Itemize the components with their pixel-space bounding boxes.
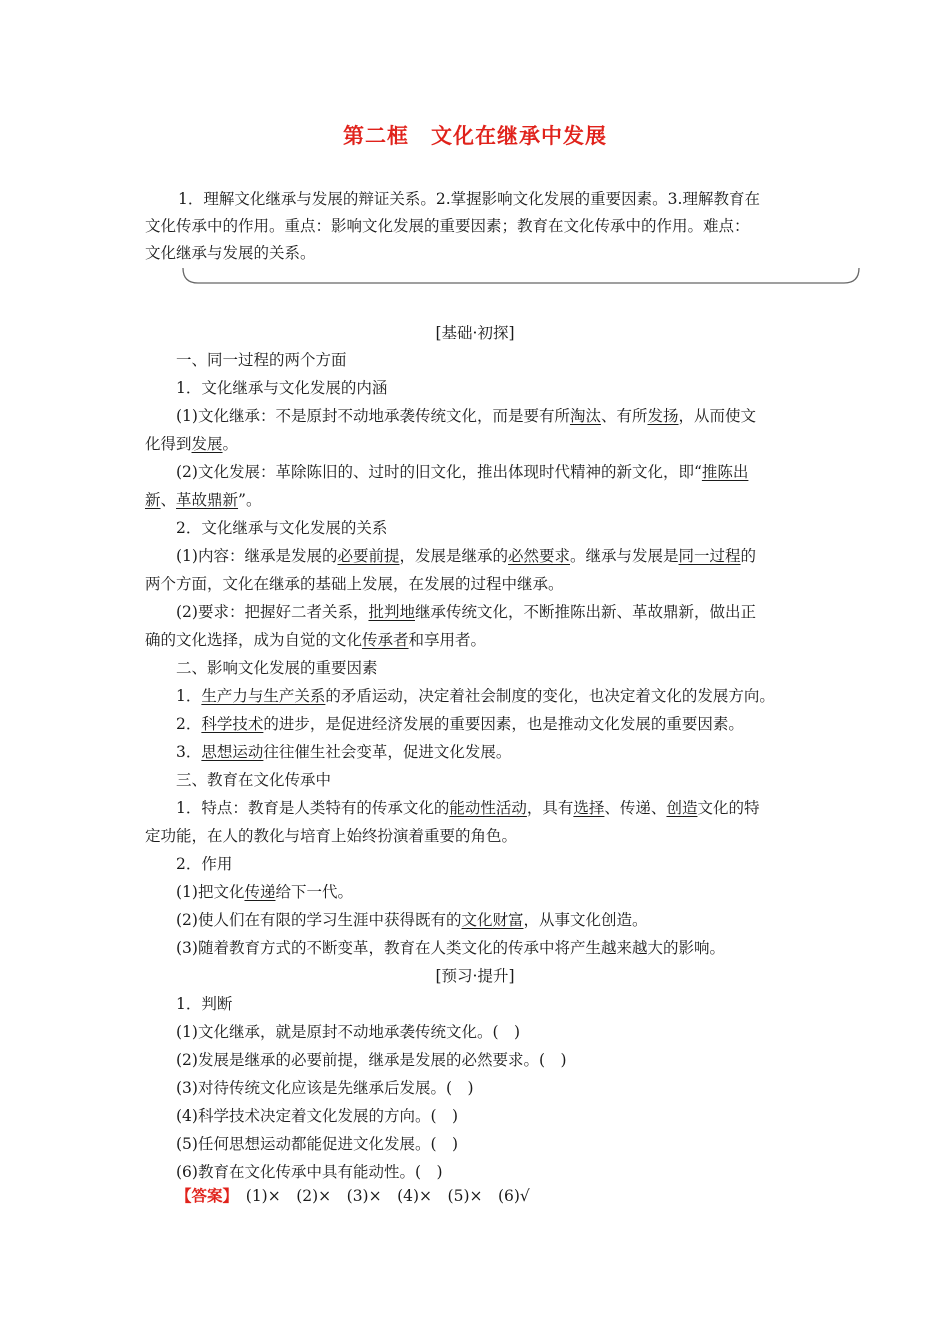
s1-para-1-line-1: (1)文化继承：不是原封不动地承袭传统文化，而是要有所淘汰、有所发扬，从而使文 [176,407,757,425]
judge-item: (1)文化继承，就是原封不动地承袭传统文化。( ) [176,1023,521,1041]
title-part-1: 第二框 [343,124,409,148]
blank-answer: 新 [145,491,161,509]
judge-item: (4)科学技术决定着文化发展的方向。( ) [176,1107,459,1125]
section-preview-label: [预习·提升] [435,967,515,985]
objectives-line-2: 文化传承中的作用。重点：影响文化发展的重要因素；教育在文化传承中的作用。难点： [145,217,750,235]
s2-item-1: 1．生产力与生产关系的矛盾运动，决定着社会制度的变化，也决定着文化的发展方向。 [176,687,775,705]
section-3-sub-2: 2．作用 [176,855,233,873]
blank-answer: 发展 [191,435,223,453]
blank-answer: 必要前提 [337,547,400,565]
blank-answer: 发扬 [647,407,679,425]
section-1-heading: 一、同一过程的两个方面 [176,351,347,369]
blank-answer: 科学技术 [201,715,264,733]
section-1-sub-2: 2．文化继承与文化发展的关系 [176,519,388,537]
learning-objectives [145,186,815,267]
section-2-heading: 二、影响文化发展的重要因素 [176,659,378,677]
blank-answer: 能动性活动 [449,799,527,817]
title-part-2: 文化在继承中发展 [431,124,607,148]
blank-answer: 革故鼎新 [176,491,239,509]
s2-item-2: 2．科学技术的进步，是促进经济发展的重要因素，也是推动文化发展的重要因素。 [176,715,744,733]
judge-item: (2)发展是继承的必要前提，继承是发展的必然要求。( ) [176,1051,567,1069]
blank-answer: 推陈出 [701,463,749,481]
blank-answer: 淘汰 [569,407,601,425]
s1-para-1-line-2: 化得到发展。 [145,435,239,453]
blank-answer: 生产力与生产关系 [201,687,326,705]
s3-para-1-line-1: 1．特点：教育是人类特有的传承文化的能动性活动，具有选择、传递、创造文化的特 [176,799,760,817]
blank-answer: 批判地 [368,603,415,621]
s1-para-2-line-1: (2)文化发展：革除陈旧的、过时的旧文化，推出体现时代精神的新文化，即“推陈出 [176,463,749,481]
answer-tag: 【答案】 [176,1187,231,1205]
answer-line [176,1184,530,1206]
s1-para-2-line-2: 新、革故鼎新”。 [145,491,262,509]
judge-item: (6)教育在文化传承中具有能动性。( ) [176,1163,443,1181]
blank-answer: 思想运动 [201,743,264,761]
judge-item: (5)任何思想运动都能促进文化发展。( ) [176,1135,459,1153]
judge-heading: 1．判断 [176,995,233,1013]
section-1-sub-1: 1．文化继承与文化发展的内涵 [176,379,388,397]
section-basic-label: [基础·初探] [435,324,515,342]
page-title [0,120,950,150]
blank-answer: 文化财富 [461,911,524,929]
s2-item-3: 3．思想运动往往催生社会变革，促进文化发展。 [176,743,512,761]
objectives-line-1: 1．理解文化继承与发展的辩证关系。2.掌握影响文化发展的重要因素。3.理解教育在 [178,190,760,208]
objectives-bracket [182,266,860,286]
s3-role-3: (3)随着教育方式的不断变革，教育在人类文化的传承中将产生越来越大的影响。 [176,939,725,957]
blank-answer: 传递 [244,883,276,901]
s3-role-2: (2)使人们在有限的学习生涯中获得既有的文化财富，从事文化创造。 [176,911,648,929]
blank-answer: 选择 [573,799,605,817]
blank-answer: 传承者 [362,631,409,649]
s3-para-1-line-2: 定功能，在人的教化与培育上始终扮演着重要的角色。 [145,827,518,845]
s1-para-4-line-2: 确的文化选择，成为自觉的文化传承者和享用者。 [145,631,487,649]
section-3-heading: 三、教育在文化传承中 [176,771,332,789]
blank-answer: 同一过程 [678,547,741,565]
blank-answer: 创造 [666,799,698,817]
objectives-line-3: 文化继承与发展的关系。 [145,244,316,262]
judge-item: (3)对待传统文化应该是先继承后发展。( ) [176,1079,474,1097]
answer-text: (1)× (2)× (3)× (4)× (5)× (6)√ [230,1187,530,1205]
s3-role-1: (1)把文化传递给下一代。 [176,883,353,901]
blank-answer: 必然要求 [508,547,571,565]
s1-para-3-line-1: (1)内容：继承是发展的必要前提，发展是继承的必然要求。继承与发展是同一过程的 [176,547,757,565]
s1-para-3-line-2: 两个方面，文化在继承的基础上发展，在发展的过程中继承。 [145,575,564,593]
s1-para-4-line-1: (2)要求：把握好二者关系，批判地继承传统文化，不断推陈出新、革故鼎新，做出正 [176,603,756,621]
